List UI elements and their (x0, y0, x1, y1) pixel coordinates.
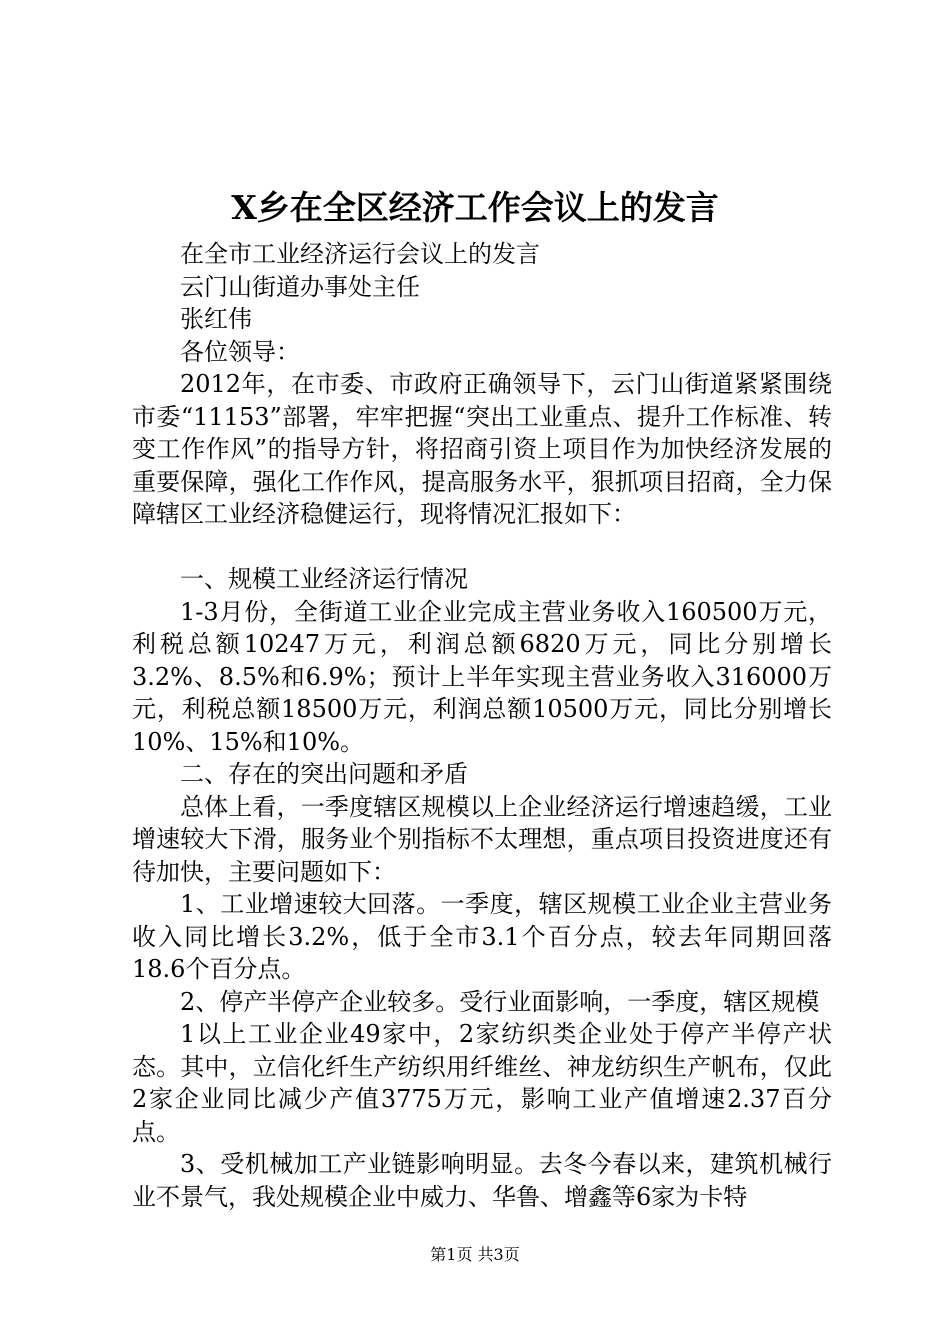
paragraph-intro: 2012年，在市委、市政府正确领导下，云门山街道紧紧围绕市委“11153”部署，牢牢把握“突出工业重点、提升工作标准、转变工作作风”的指导方针，将招商引资上项目作为加快经济发展的重要保障，强化工作作风，提高服务水平，狠抓项目招商，全力保障辖区工业经济稳健运行，现将情况汇报如下： (132, 370, 832, 528)
document-title: X乡在全区经济工作会议上的发言 (231, 188, 719, 227)
paragraph-problem-1: 1、工业增速较大回落。一季度，辖区规模工业企业主营业务收入同比增长3.2%，低于全市3.1个百分点，较去年同期回落18.6个百分点。 (132, 890, 832, 983)
paragraph-problem-3: 3、受机械加工产业链影响明显。去冬今春以来，建筑机械行业不景气，我处规模企业中威力、华鲁、增鑫等6家为卡特 (132, 1150, 832, 1211)
paragraph-overview: 总体上看，一季度辖区规模以上企业经济运行增速趋缓，工业增速较大下滑，服务业个别指标不太理想，重点项目投资进度还有待加快，主要问题如下： (132, 792, 832, 886)
salutation: 各位领导： (180, 337, 300, 366)
page-footer: 第1页 共3页 (430, 1245, 520, 1264)
speaker-name: 张红伟 (180, 305, 252, 333)
section-heading-1: 一、规模工业经济运行情况 (180, 565, 468, 593)
paragraph-problem-2-continued: 1以上工业企业49家中，2家纺织类企业处于停产半停产状态。其中，立信化纤生产纺织用纤维丝、神龙纺织生产帆布，仅此2家企业同比减少产值3775万元，影响工业产值增速2.37百分点。 (132, 1020, 832, 1146)
speaker-position: 云门山街道办事处主任 (180, 272, 420, 301)
meeting-line: 在全市工业经济运行会议上的发言 (180, 240, 540, 268)
paragraph-industrial-data: 1-3月份，全街道工业企业完成主营业务收入160500万元，利税总额10247万元，利润总额6820万元，同比分别增长3.2%、8.5%和6.9%；预计上半年实现主营业务收入316000万元，利税总额18500万元，利润总额10500万元，同比分别增长10%、15%和10%。 (132, 597, 832, 756)
paragraph-problem-2: 2、停产半停产企业较多。受行业面影响，一季度，辖区规模 (180, 987, 820, 1016)
section-heading-2: 二、存在的突出问题和矛盾 (180, 760, 468, 788)
blank-line (132, 531, 832, 564)
document-body (132, 238, 832, 1213)
